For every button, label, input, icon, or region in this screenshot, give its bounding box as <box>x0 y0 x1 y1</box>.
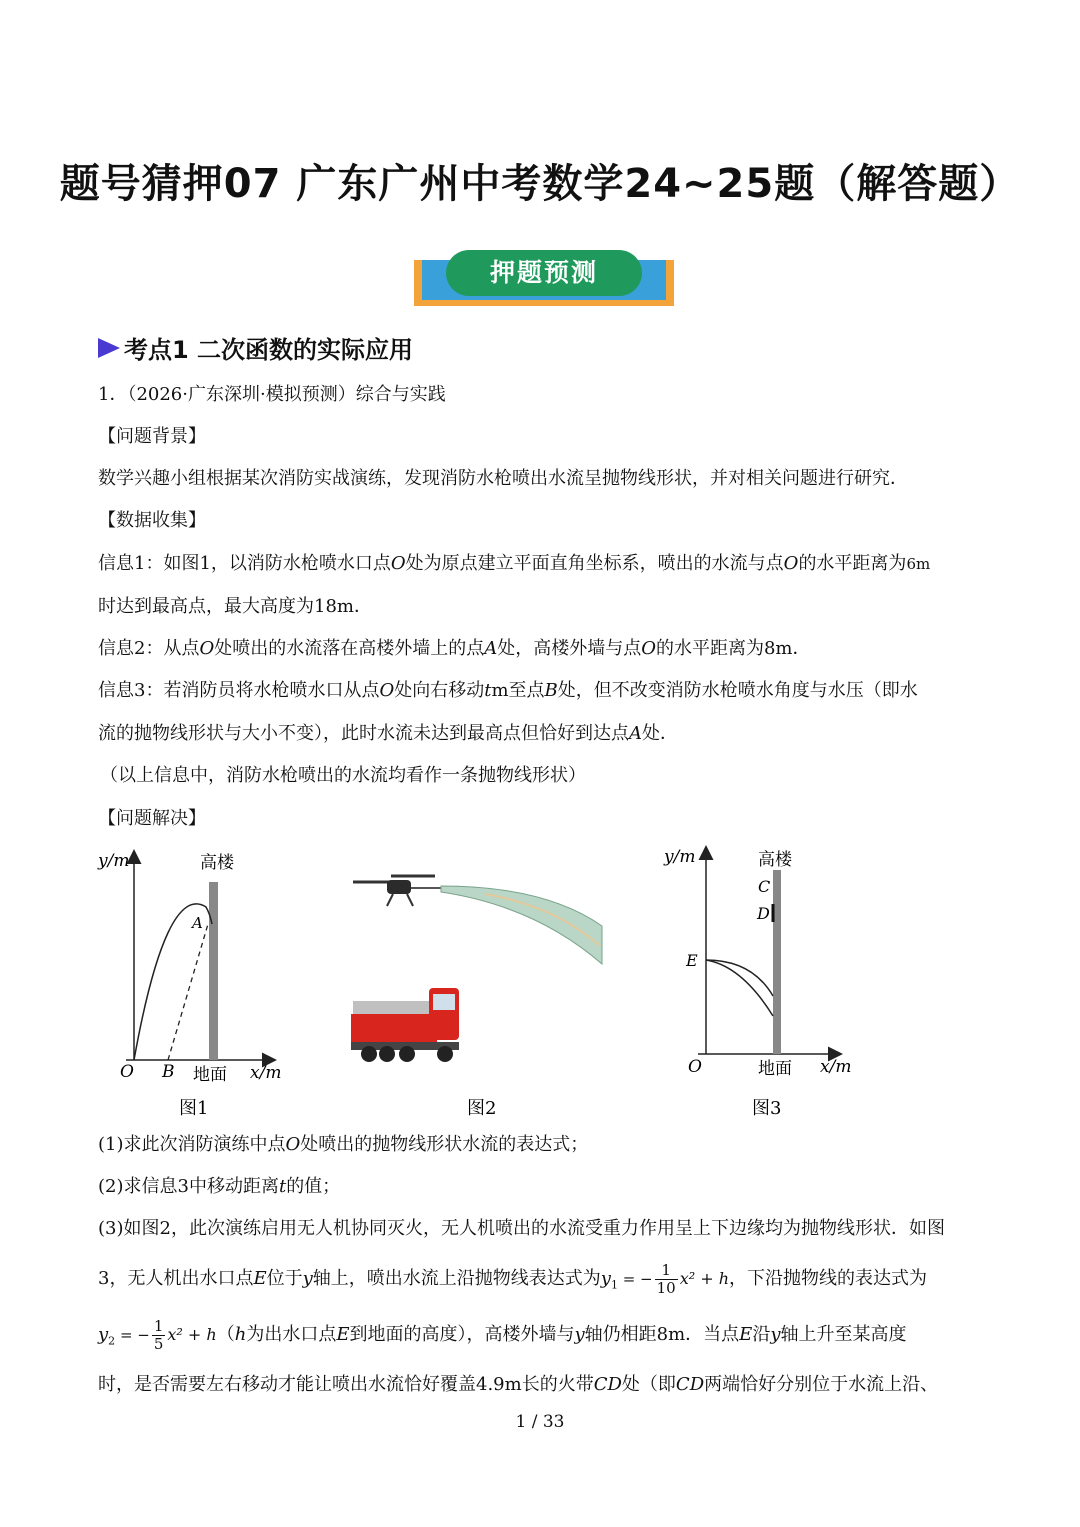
question-1: (1)求此次消防演练中点O处喷出的抛物线形状水流的表达式； <box>98 1134 589 1155</box>
page-number: 1 / 33 <box>515 1412 565 1432</box>
info1-line1: 信息1：如图1，以消防水枪喷水口点O处为原点建立平面直角坐标系，喷出的水流与点O的水平距离为6m <box>98 553 931 574</box>
fig3-ylabel: y/m <box>664 847 696 867</box>
figure-2 <box>345 866 610 1122</box>
section-heading: 考点1 二次函数的实际应用 <box>98 330 413 365</box>
prediction-banner <box>414 246 674 306</box>
question-2: (2)求信息3中移动距离t的值； <box>98 1176 341 1197</box>
fig2-caption: 图2 <box>467 1098 497 1119</box>
fig1-caption: 图1 <box>179 1098 209 1119</box>
bg-text: 数学兴趣小组根据某次消防实战演练，发现消防水枪喷出水流呈抛物线形状，并对相关问题进行研究． <box>98 468 908 489</box>
fig3-xlabel: x/m <box>820 1057 852 1077</box>
info3-line1: 信息3：若消防员将水枪喷水口从点O处向右移动tm至点B处，但不改变消防水枪喷水角度与水压（即水 <box>98 680 918 701</box>
data-heading: 【数据收集】 <box>98 510 206 531</box>
play-triangle-icon <box>98 338 120 358</box>
fig3-point-d: D <box>757 904 770 923</box>
fig3-point-c: C <box>758 877 771 896</box>
fig1-point-b: B <box>162 1062 175 1082</box>
fig1-ground: 地面 <box>193 1065 227 1085</box>
fig3-ground: 地面 <box>758 1059 792 1079</box>
question-source: 1．（2026·广东深圳·模拟预测）综合与实践 <box>98 384 446 405</box>
question-3-line2: 3，无人机出水口点E位于y轴上，喷出水流上沿抛物线表达式为$y_1$ = − $\frac{1}{10}$ x² + h，下沿抛物线的表达式为 <box>98 1260 928 1297</box>
fig3-caption: 图3 <box>752 1098 782 1119</box>
fig1-xlabel: x/m <box>250 1063 282 1083</box>
bg-heading: 【问题背景】 <box>98 426 206 447</box>
page-title: 题号猜押07 广东广州中考数学24~25题（解答题） <box>59 161 1021 207</box>
info3-line2: 流的抛物线形状与大小不变），此时水流未达到最高点但恰好到达点A处． <box>98 723 678 744</box>
question-3-line1: (3)如图2，此次演练启用无人机协同灭火，无人机喷出的水流受重力作用呈上下边缘均为抛物线形状．如图 <box>98 1218 945 1239</box>
note: （以上信息中，消防水枪喷出的水流均看作一条抛物线形状） <box>100 765 586 786</box>
figure-3 <box>662 842 862 1122</box>
fig1-origin: O <box>120 1062 134 1082</box>
info2: 信息2：从点O处喷出的水流落在高楼外墙上的点A处，高楼外墙与点O的水平距离为8m． <box>98 638 811 659</box>
fig3-origin: O <box>688 1057 702 1077</box>
question-3-line4: 时，是否需要左右移动才能让喷出水流恰好覆盖4.9m长的火带CD处（即CD两端恰好分别位于水流上沿、 <box>98 1374 939 1395</box>
fire-truck-icon <box>351 988 459 1062</box>
solve-heading: 【问题解决】 <box>98 808 206 829</box>
fig3-point-e: E <box>686 951 698 970</box>
info1-line2: 时达到最高点，最大高度为18m． <box>98 596 372 617</box>
fig1-point-a: A <box>192 914 203 932</box>
fig1-building: 高楼 <box>200 853 234 873</box>
question-3-line3: $y_2$ = − $\frac{1}{5}$ x² + h（h为出水口点E到地面的高度），高楼外墙与y轴仍相距8m．当点E沿y轴上升至某高度 <box>98 1316 907 1353</box>
drone-icon <box>353 876 441 906</box>
banner-label: 押题预测 <box>446 250 642 296</box>
fig3-building: 高楼 <box>758 850 792 870</box>
fig1-ylabel: y/m <box>98 851 130 871</box>
figure-1 <box>96 842 296 1122</box>
